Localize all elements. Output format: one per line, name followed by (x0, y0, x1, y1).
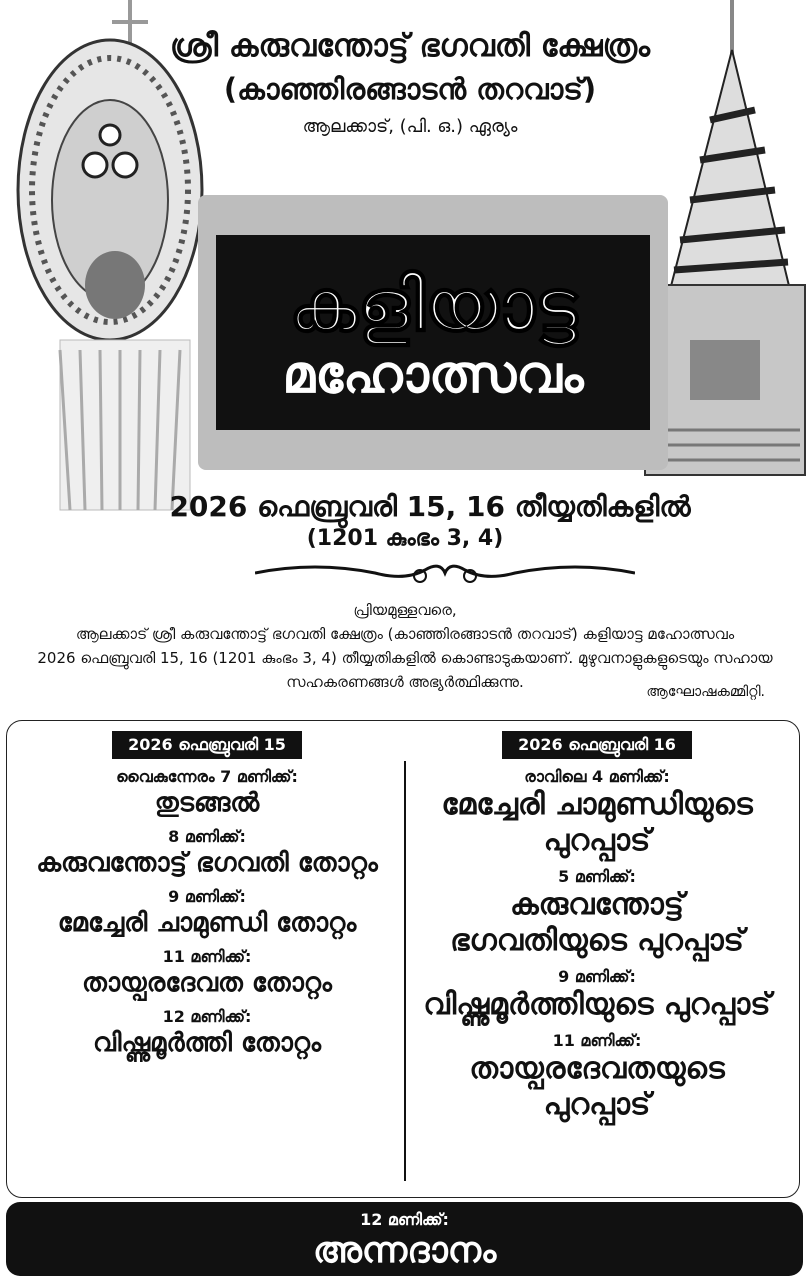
day2-column (417, 731, 777, 1123)
schedule-box (6, 720, 800, 1198)
flourish-divider (255, 556, 635, 590)
schedule-time: 5 മണിക്ക്: (558, 867, 636, 886)
ornate-frame (198, 195, 668, 470)
letter-line: സഹകരണങ്ങൾ അഭ്യർത്ഥിക്കുന്നു. (286, 673, 524, 691)
theyyam-figure-image (0, 0, 210, 520)
annadanam-time: 12 മണിക്ക്: (360, 1210, 449, 1229)
schedule-time: 9 മണിക്ക്: (558, 967, 636, 986)
location: ആലക്കാട്, (പി. ഒ.) ഏര്യം (302, 116, 518, 137)
invitation-letter (30, 598, 780, 694)
schedule-event: വിഷ്ണുമൂർത്തിയുടെ പുറപ്പാട് (423, 987, 771, 1022)
committee-signature: ആഘോഷകമ്മിറ്റി. (646, 684, 765, 700)
schedule-event: കരുവന്തോട്ട് ഭഗവതിയുടെ പുറപ്പാട് (450, 887, 744, 958)
schedule-time: രാവിലെ 4 മണിക്ക്: (524, 767, 670, 786)
festival-dates-era: (1201 കുംഭം 3, 4) (306, 526, 504, 551)
letter-salutation: പ്രിയമുള്ളവരെ, (353, 601, 457, 619)
schedule-event: വിഷ്ണുമൂർത്തി തോറ്റം (92, 1028, 322, 1058)
day1-badge: 2026 ഫെബ്രുവരി 15 (112, 731, 302, 759)
festival-dates: 2026 ഫെബ്രുവരി 15, 16 തീയ്യതികളിൽ (169, 490, 691, 523)
ornamental-divider (403, 761, 407, 1181)
schedule-event: തുടങ്ങൽ (154, 788, 260, 818)
annadanam-label: അന്നദാനം (312, 1230, 497, 1271)
schedule-event: മേച്ചേരി ചാമുണ്ഡിയുടെ പുറപ്പാട് (441, 787, 753, 858)
temple-name: ശ്രീ കരുവന്തോട്ട് ഭഗവതി ക്ഷേത്രം (169, 28, 651, 64)
schedule-time: 12 മണിക്ക്: (162, 1007, 252, 1026)
festival-title-line1: കളിയാട്ട (289, 263, 577, 347)
day1-column (27, 731, 387, 1059)
schedule-time: വൈകുന്നേരം 7 മണിക്ക്: (116, 767, 298, 786)
schedule-time: 9 മണിക്ക്: (168, 887, 246, 906)
day2-badge: 2026 ഫെബ്രുവരി 16 (502, 731, 692, 759)
schedule-time: 11 മണിക്ക്: (162, 947, 252, 966)
schedule-time: 8 മണിക്ക്: (168, 827, 246, 846)
schedule-event: തായ്പരദേവത തോറ്റം (82, 968, 332, 998)
schedule-event: മേച്ചേരി ചാമുണ്ഡി തോറ്റം (57, 908, 357, 938)
festival-title-panel (216, 235, 650, 430)
tharavad-name: (കാഞ്ഞിരങ്ങാടൻ തറവാട്) (223, 72, 597, 106)
annadanam-banner (6, 1202, 803, 1276)
schedule-event: തായ്പരദേവതയുടെ പുറപ്പാട് (469, 1051, 725, 1122)
letter-line: 2026 ഫെബ്രുവരി 15, 16 (1201 കുംഭം 3, 4) തീയ്യതികളിൽ കൊണ്ടാടുകയാണ്. മുഴുവനാളുകളുടെയും സഹായ (37, 649, 773, 667)
schedule-event: കരുവന്തോട്ട് ഭഗവതി തോറ്റം (36, 848, 378, 878)
schedule-time: 11 മണിക്ക്: (552, 1031, 642, 1050)
festival-title-line2: മഹോത്സവം (282, 345, 584, 405)
letter-line: ആലക്കാട് ശ്രീ കരുവന്തോട്ട് ഭഗവതി ക്ഷേത്രം (കാഞ്ഞിരങ്ങാടൻ തറവാട്) കളിയാട്ട മഹോത്സവം (75, 625, 735, 643)
